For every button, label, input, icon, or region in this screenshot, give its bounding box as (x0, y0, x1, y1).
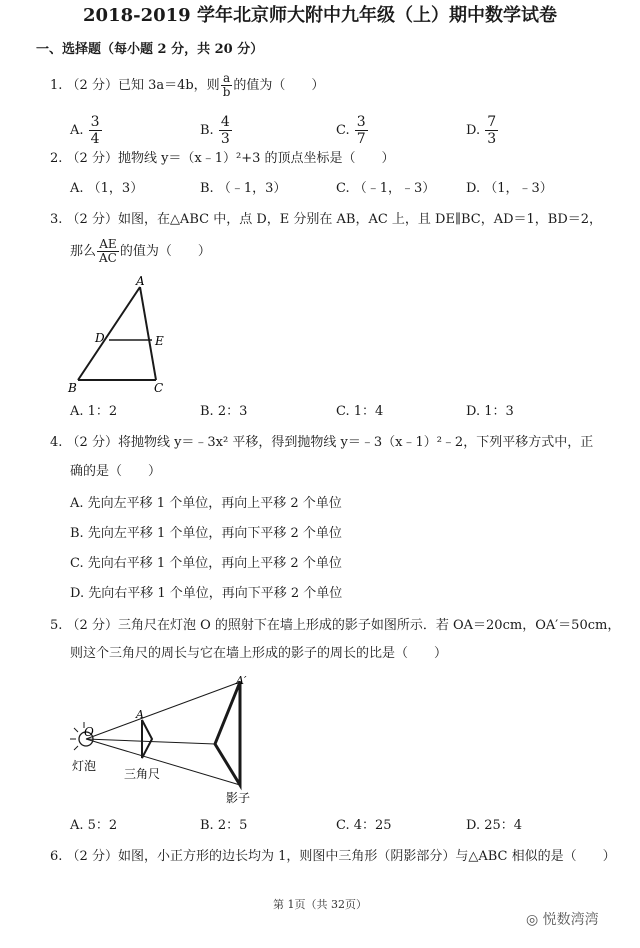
q5-shadow-triangle (215, 682, 240, 785)
q1-frac-den: b (222, 85, 231, 99)
q3-frac-den: AC (99, 251, 117, 265)
q3-fraction (97, 238, 119, 265)
question-2-stem: 2. （2 分）抛物线 y＝（x﹣1）²+3 的顶点坐标是（ ） (50, 151, 395, 166)
q3-label-e: E (155, 334, 164, 348)
q5-option-b[interactable]: B. 2：5 (200, 818, 248, 833)
q4-option-b[interactable]: B. 先向左平移 1 个单位，再向下平移 2 个单位 (70, 526, 342, 541)
q1-d-num: 7 (487, 114, 497, 130)
q5-label-shadow: 影子 (226, 791, 251, 805)
q2-option-d[interactable]: D. （1，﹣3） (466, 181, 553, 196)
q3-option-b[interactable]: B. 2：3 (200, 404, 248, 419)
q4-option-d[interactable]: D. 先向右平移 1 个单位，再向下平移 2 个单位 (70, 586, 343, 601)
q5-option-c[interactable]: C. 4：25 (336, 818, 392, 833)
page-title: 2018-2019 学年北京师大附中九年级（上）期中数学试卷 (83, 5, 557, 26)
q4-option-a[interactable]: A. 先向左平移 1 个单位，再向上平移 2 个单位 (70, 496, 342, 511)
q1-b-num: 4 (220, 114, 230, 130)
q1-option-c[interactable] (336, 114, 369, 147)
q1-d-frac (485, 114, 498, 147)
q1-c-frac (355, 114, 368, 147)
q5-triangle-ruler (142, 720, 152, 758)
q1-c-num: 3 (356, 114, 366, 130)
watermark (526, 909, 599, 929)
q1-stem-a: 1. （2 分）已知 3a＝4b，则 (50, 78, 220, 93)
q3-frac-num: AE (97, 238, 119, 252)
q1-stem-b: 的值为（ ） (233, 78, 325, 93)
q5-label-bulb: 灯泡 (72, 759, 97, 773)
q4-option-c[interactable]: C. 先向右平移 1 个单位，再向上平移 2 个单位 (70, 556, 342, 571)
question-1-stem (50, 72, 324, 99)
q5-ray-top (86, 682, 240, 739)
q1-frac-num: a (221, 72, 233, 86)
q1-a-label: A. (70, 123, 84, 138)
q1-a-num: 3 (90, 114, 100, 130)
q5-option-a[interactable]: A. 5：2 (70, 818, 118, 833)
q3-option-c[interactable]: C. 1：4 (336, 404, 384, 419)
q3-side-ac (140, 287, 156, 380)
q1-fraction (221, 72, 233, 99)
q5-option-d[interactable]: D. 25：4 (466, 818, 523, 833)
q3-option-a[interactable]: A. 1：2 (70, 404, 118, 419)
q3-stem2-a: 那么 (70, 244, 97, 259)
q1-option-b[interactable] (200, 114, 233, 147)
q1-a-den: 4 (90, 131, 100, 147)
q1-c-den: 7 (356, 131, 366, 147)
q1-option-d[interactable] (466, 114, 499, 147)
q5-label-o: O (84, 725, 94, 739)
q1-a-frac (89, 114, 102, 147)
q3-label-d: D (95, 331, 105, 345)
question-3-stem: 3. （2 分）如图，在△ABC 中，点 D，E 分别在 AB，AC 上，且 DE∥BC，AD＝1，BD＝2， (50, 212, 603, 227)
section-heading: 一、选择题（每小题 2 分，共 20 分） (36, 42, 264, 57)
q1-b-frac (219, 114, 232, 147)
q1-d-den: 3 (487, 131, 497, 147)
q1-d-label: D. (466, 123, 481, 138)
question-5-stem-line2: 则这个三角尺的周长与它在墙上形成的影子的周长的比是（ ） (70, 646, 448, 661)
q5-label-a-prime: A′ (236, 674, 247, 687)
watermark-text: 悦数湾湾 (542, 912, 599, 928)
question-3-stem-line2 (70, 238, 211, 265)
q3-triangle-figure (62, 274, 182, 400)
question-4-stem: 4. （2 分）将抛物线 y＝﹣3x² 平移，得到抛物线 y＝﹣3（x﹣1）²﹣2，下列平移方式中，正 (50, 435, 594, 450)
q1-b-den: 3 (220, 131, 230, 147)
q3-label-c: C (154, 381, 164, 395)
wechat-icon: ◎ (526, 912, 543, 928)
page-footer: 第 1页（共 32页） (273, 898, 367, 911)
q3-label-b: B (68, 381, 77, 395)
q5-label-ruler: 三角尺 (124, 767, 161, 781)
q2-option-a[interactable]: A. （1，3） (70, 181, 144, 196)
q2-option-c[interactable]: C. （﹣1，﹣3） (336, 181, 436, 196)
q3-label-a: A (136, 274, 145, 288)
q1-c-label: C. (336, 123, 350, 138)
q5-label-a: A (136, 708, 144, 721)
q1-b-label: B. (200, 123, 214, 138)
q5-shadow-figure (60, 670, 280, 812)
q2-option-b[interactable]: B. （﹣1，3） (200, 181, 287, 196)
q3-option-d[interactable]: D. 1：3 (466, 404, 514, 419)
question-5-stem: 5. （2 分）三角尺在灯泡 O 的照射下在墙上形成的影子如图所示．若 OA＝20cm，OA′＝50cm， (50, 618, 621, 633)
question-6-stem: 6. （2 分）如图，小正方形的边长均为 1，则图中三角形（阴影部分）与△ABC 相似的是（ ） (50, 849, 616, 864)
question-4-stem-line2: 确的是（ ） (70, 464, 162, 479)
q3-side-ab (78, 287, 140, 380)
q1-option-a[interactable] (70, 114, 103, 147)
q3-stem2-b: 的值为（ ） (119, 244, 211, 259)
